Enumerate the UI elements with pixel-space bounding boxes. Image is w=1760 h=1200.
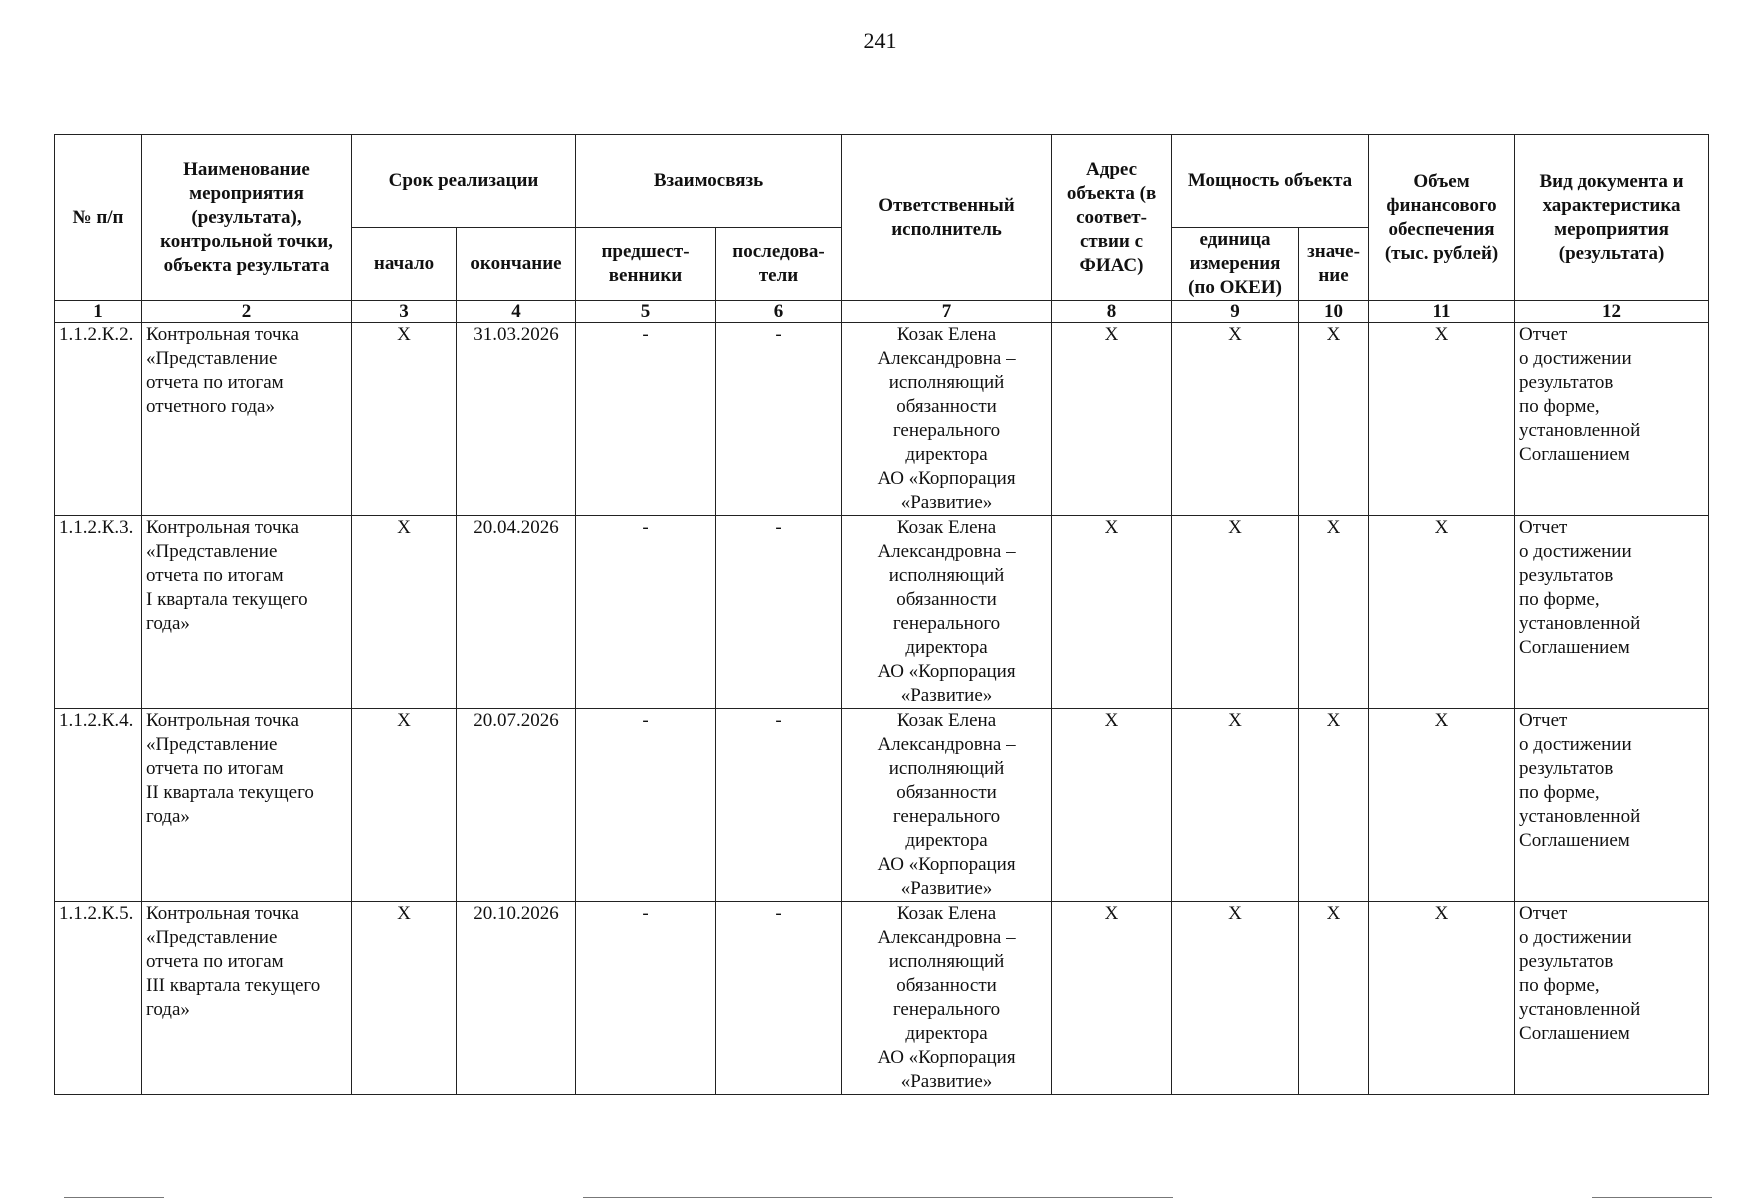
table-row	[55, 902, 1709, 1095]
cell-name-line: «Представление	[146, 927, 278, 948]
cell-start: X	[352, 516, 457, 709]
cell-name	[142, 902, 352, 1095]
cell-responsible-line: исполняющий	[888, 758, 1005, 779]
cell-responsible	[842, 323, 1052, 516]
header-term: Срок реализации	[352, 135, 576, 228]
cell-name	[142, 709, 352, 902]
cell-responsible	[842, 516, 1052, 709]
cell-unit: X	[1172, 323, 1299, 516]
cell-address: X	[1052, 516, 1172, 709]
cell-predecessors: -	[576, 709, 716, 902]
header-term-start: начало	[352, 228, 457, 301]
cell-document-line: установленной	[1519, 613, 1641, 634]
cell-document-line: Соглашением	[1519, 444, 1630, 465]
cell-successors: -	[716, 323, 842, 516]
cell-responsible-line: Александровна –	[877, 734, 1016, 755]
header-link-next: последова-тели	[716, 228, 842, 301]
cell-document-line: Соглашением	[1519, 637, 1630, 658]
cell-name-line: года»	[146, 999, 190, 1020]
cell-responsible-line: АО «Корпорация	[877, 661, 1016, 682]
header-link: Взаимосвязь	[576, 135, 842, 228]
cell-end: 31.03.2026	[457, 323, 576, 516]
cell-start: X	[352, 709, 457, 902]
cell-name-line: года»	[146, 806, 190, 827]
cell-responsible-line: исполняющий	[888, 565, 1005, 586]
cell-address: X	[1052, 323, 1172, 516]
cell-responsible-line: Александровна –	[877, 927, 1016, 948]
cell-responsible	[842, 709, 1052, 902]
cell-name	[142, 323, 352, 516]
cell-document-line: о достижении	[1519, 734, 1632, 755]
column-number: 8	[1052, 301, 1172, 323]
cell-end: 20.10.2026	[457, 902, 576, 1095]
cell-number: 1.1.2.К.4.	[55, 709, 142, 902]
cell-name-line: III квартала текущего	[146, 975, 321, 996]
cell-responsible-line: Козак Елена	[896, 324, 997, 345]
cell-start: X	[352, 902, 457, 1095]
cell-document-line: Отчет	[1519, 903, 1568, 924]
cell-responsible-line: «Развитие»	[900, 685, 993, 706]
cell-responsible-line: обязанности	[896, 589, 997, 610]
cell-name-line: отчета по итогам	[146, 758, 284, 779]
cell-name-line: Контрольная точка	[146, 324, 299, 345]
cell-unit: X	[1172, 709, 1299, 902]
cell-responsible-line: директора	[905, 444, 988, 465]
cell-finance: X	[1369, 516, 1515, 709]
footer-rule-right	[1592, 1197, 1712, 1198]
cell-responsible-line: Александровна –	[877, 541, 1016, 562]
cell-responsible-line: АО «Корпорация	[877, 468, 1016, 489]
cell-number: 1.1.2.К.3.	[55, 516, 142, 709]
table-row	[55, 516, 1709, 709]
cell-responsible-line: «Развитие»	[900, 878, 993, 899]
cell-responsible-line: генерального	[892, 420, 1001, 441]
cell-successors: -	[716, 709, 842, 902]
footer-rule-left	[64, 1197, 164, 1198]
cell-document-line: установленной	[1519, 806, 1641, 827]
cell-document-line: по форме,	[1519, 782, 1600, 803]
cell-responsible-line: директора	[905, 830, 988, 851]
column-number: 6	[716, 301, 842, 323]
cell-name-line: Контрольная точка	[146, 903, 299, 924]
header-doc: Вид документа и характеристика мероприятия (результата)	[1515, 135, 1709, 301]
cell-value: X	[1299, 902, 1369, 1095]
column-number: 10	[1299, 301, 1369, 323]
cell-name-line: отчета по итогам	[146, 951, 284, 972]
cell-name-line: отчета по итогам	[146, 372, 284, 393]
cell-document-line: результатов	[1519, 951, 1614, 972]
column-number: 2	[142, 301, 352, 323]
plan-table	[54, 134, 1709, 1095]
cell-document-line: о достижении	[1519, 348, 1632, 369]
header-link-prev: предшест-венники	[576, 228, 716, 301]
column-number: 5	[576, 301, 716, 323]
cell-name-line: I квартала текущего	[146, 589, 308, 610]
cell-document-line: установленной	[1519, 420, 1641, 441]
cell-successors: -	[716, 516, 842, 709]
column-number: 11	[1369, 301, 1515, 323]
cell-value: X	[1299, 323, 1369, 516]
cell-address: X	[1052, 709, 1172, 902]
column-number: 7	[842, 301, 1052, 323]
cell-document	[1515, 709, 1709, 902]
cell-predecessors: -	[576, 902, 716, 1095]
cell-document-line: Отчет	[1519, 710, 1568, 731]
cell-responsible-line: обязанности	[896, 975, 997, 996]
cell-predecessors: -	[576, 323, 716, 516]
page-number: 241	[863, 28, 897, 53]
cell-responsible-line: генерального	[892, 806, 1001, 827]
cell-responsible-line: «Развитие»	[900, 1071, 993, 1092]
cell-responsible-line: Козак Елена	[896, 710, 997, 731]
cell-address: X	[1052, 902, 1172, 1095]
cell-name-line: II квартала текущего	[146, 782, 314, 803]
cell-document-line: результатов	[1519, 372, 1614, 393]
column-number: 3	[352, 301, 457, 323]
cell-document	[1515, 902, 1709, 1095]
cell-name-line: года»	[146, 613, 190, 634]
cell-number: 1.1.2.К.5.	[55, 902, 142, 1095]
cell-end: 20.07.2026	[457, 709, 576, 902]
cell-document	[1515, 323, 1709, 516]
cell-responsible-line: Александровна –	[877, 348, 1016, 369]
column-number: 12	[1515, 301, 1709, 323]
cell-document-line: по форме,	[1519, 975, 1600, 996]
cell-name	[142, 516, 352, 709]
cell-name-line: Контрольная точка	[146, 710, 299, 731]
table-body	[55, 323, 1709, 1095]
header-address: Адрес объекта (в соответ-ствии с ФИАС)	[1052, 135, 1172, 301]
column-number: 9	[1172, 301, 1299, 323]
footer-rule-center	[583, 1197, 1173, 1198]
cell-document-line: результатов	[1519, 758, 1614, 779]
cell-finance: X	[1369, 709, 1515, 902]
header-num: № п/п	[55, 135, 142, 301]
cell-responsible-line: генерального	[892, 613, 1001, 634]
cell-responsible-line: АО «Корпорация	[877, 1047, 1016, 1068]
cell-responsible-line: исполняющий	[888, 372, 1005, 393]
column-number: 1	[55, 301, 142, 323]
header-name: Наименование мероприятия (результата), контрольной точки, объекта результата	[142, 135, 352, 301]
cell-responsible-line: директора	[905, 1023, 988, 1044]
table-header	[55, 135, 1709, 323]
cell-value: X	[1299, 709, 1369, 902]
cell-responsible-line: обязанности	[896, 782, 997, 803]
cell-finance: X	[1369, 902, 1515, 1095]
cell-name-line: отчета по итогам	[146, 565, 284, 586]
cell-number: 1.1.2.К.2.	[55, 323, 142, 516]
cell-document-line: Соглашением	[1519, 830, 1630, 851]
cell-responsible-line: Козак Елена	[896, 903, 997, 924]
header-capacity-unit: единица измерения (по ОКЕИ)	[1172, 228, 1299, 301]
header-finance: Объем финансового обеспечения (тыс. рублей)	[1369, 135, 1515, 301]
cell-responsible-line: Козак Елена	[896, 517, 997, 538]
header-responsible: Ответственный исполнитель	[842, 135, 1052, 301]
cell-document-line: Отчет	[1519, 517, 1568, 538]
cell-document-line: установленной	[1519, 999, 1641, 1020]
cell-name-line: Контрольная точка	[146, 517, 299, 538]
cell-name-line: отчетного года»	[146, 396, 275, 417]
cell-responsible-line: АО «Корпорация	[877, 854, 1016, 875]
cell-unit: X	[1172, 902, 1299, 1095]
cell-start: X	[352, 323, 457, 516]
cell-finance: X	[1369, 323, 1515, 516]
column-number-row	[55, 301, 1709, 323]
cell-unit: X	[1172, 516, 1299, 709]
table-row	[55, 323, 1709, 516]
cell-responsible-line: исполняющий	[888, 951, 1005, 972]
cell-document-line: результатов	[1519, 565, 1614, 586]
cell-name-line: «Представление	[146, 734, 278, 755]
cell-responsible	[842, 902, 1052, 1095]
cell-successors: -	[716, 902, 842, 1095]
cell-responsible-line: «Развитие»	[900, 492, 993, 513]
cell-document-line: о достижении	[1519, 927, 1632, 948]
cell-responsible-line: обязанности	[896, 396, 997, 417]
cell-document-line: по форме,	[1519, 589, 1600, 610]
cell-document-line: Соглашением	[1519, 1023, 1630, 1044]
cell-document-line: Отчет	[1519, 324, 1568, 345]
cell-document-line: о достижении	[1519, 541, 1632, 562]
cell-value: X	[1299, 516, 1369, 709]
cell-name-line: «Представление	[146, 541, 278, 562]
cell-document-line: по форме,	[1519, 396, 1600, 417]
column-number: 4	[457, 301, 576, 323]
cell-end: 20.04.2026	[457, 516, 576, 709]
header-term-end: окончание	[457, 228, 576, 301]
cell-responsible-line: директора	[905, 637, 988, 658]
cell-responsible-line: генерального	[892, 999, 1001, 1020]
header-capacity-value: значе-ние	[1299, 228, 1369, 301]
table-row	[55, 709, 1709, 902]
cell-name-line: «Представление	[146, 348, 278, 369]
cell-document	[1515, 516, 1709, 709]
cell-predecessors: -	[576, 516, 716, 709]
header-capacity: Мощность объекта	[1172, 135, 1369, 228]
